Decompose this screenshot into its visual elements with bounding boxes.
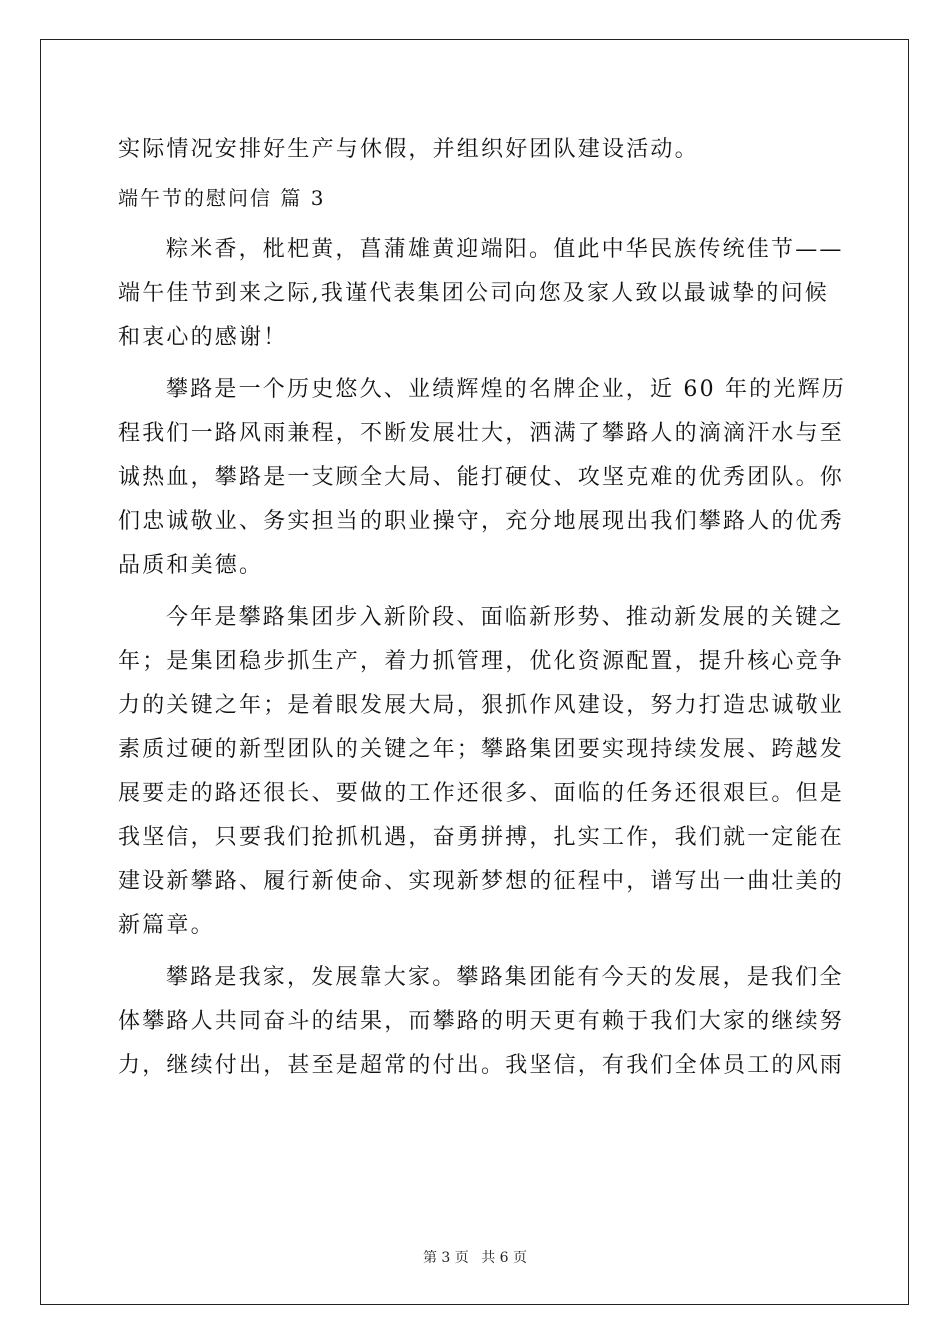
paragraph-1	[118, 228, 844, 360]
page-number: 第 3 页	[422, 1250, 469, 1266]
paragraph-line: 素质过硬的新型团队的关键之年；攀路集团要实现持续发展、跨越发	[118, 737, 845, 762]
paragraph-line: 展要走的路还很长、要做的工作还很多、面临的任务还很艰巨。但是	[118, 781, 845, 806]
paragraph-line: 今年是攀路集团步入新阶段、面临新形势、推动新发展的关键之	[166, 605, 844, 630]
paragraph-line: 粽米香，枇杷黄，菖蒲雄黄迎端阳。值此中华民族传统佳节——	[166, 237, 844, 262]
carryover-line: 实际情况安排好生产与休假，并组织好团队建设活动。	[118, 137, 699, 162]
paragraph-line: 力的关键之年；是着眼发展大局，狠抓作风建设，努力打造忠诚敬业	[118, 693, 845, 718]
paragraph-line: 攀路是一个历史悠久、业绩辉煌的名牌企业，近 60 年的光辉历	[166, 377, 846, 402]
paragraph-2	[118, 368, 846, 588]
paragraph-line: 端午佳节到来之际,我谨代表集团公司向您及家人致以最诚挚的问候	[118, 281, 829, 306]
paragraph-line: 和衷心的感谢！	[118, 325, 288, 350]
paragraph-line: 建设新攀路、履行新使命、实现新梦想的征程中，谱写出一曲壮美的	[118, 869, 845, 894]
paragraph-line: 力，继续付出，甚至是超常的付出。我坚信，有我们全体员工的风雨	[118, 1053, 845, 1078]
section-title: 端午节的慰问信 篇 3	[118, 186, 326, 210]
paragraph-line: 们忠诚敬业、务实担当的职业操守，充分地展现出我们攀路人的优秀	[118, 509, 845, 534]
paragraph-4	[118, 956, 845, 1088]
paragraph-line: 程我们一路风雨兼程，不断发展壮大，洒满了攀路人的滴滴汗水与至	[118, 421, 845, 446]
paragraph-line: 攀路是我家，发展靠大家。攀路集团能有今天的发展，是我们全	[166, 965, 844, 990]
paragraph-line: 诚热血，攀路是一支顾全大局、能打硬仗、攻坚克难的优秀团队。你	[118, 465, 845, 490]
paragraph-line: 我坚信，只要我们抢抓机遇，奋勇拼搏，扎实工作，我们就一定能在	[118, 825, 845, 850]
paragraph-3	[118, 596, 845, 948]
page-total: 共 6 页	[481, 1250, 528, 1266]
paragraph-line: 新篇章。	[118, 913, 215, 938]
document-body	[118, 128, 846, 1088]
paragraph-line: 品质和美德。	[118, 553, 264, 578]
page-footer	[0, 1247, 950, 1267]
paragraph-line: 体攀路人共同奋斗的结果，而攀路的明天更有赖于我们大家的继续努	[118, 1009, 845, 1034]
paragraph-line: 年；是集团稳步抓生产，着力抓管理，优化资源配置，提升核心竞争	[118, 649, 845, 674]
